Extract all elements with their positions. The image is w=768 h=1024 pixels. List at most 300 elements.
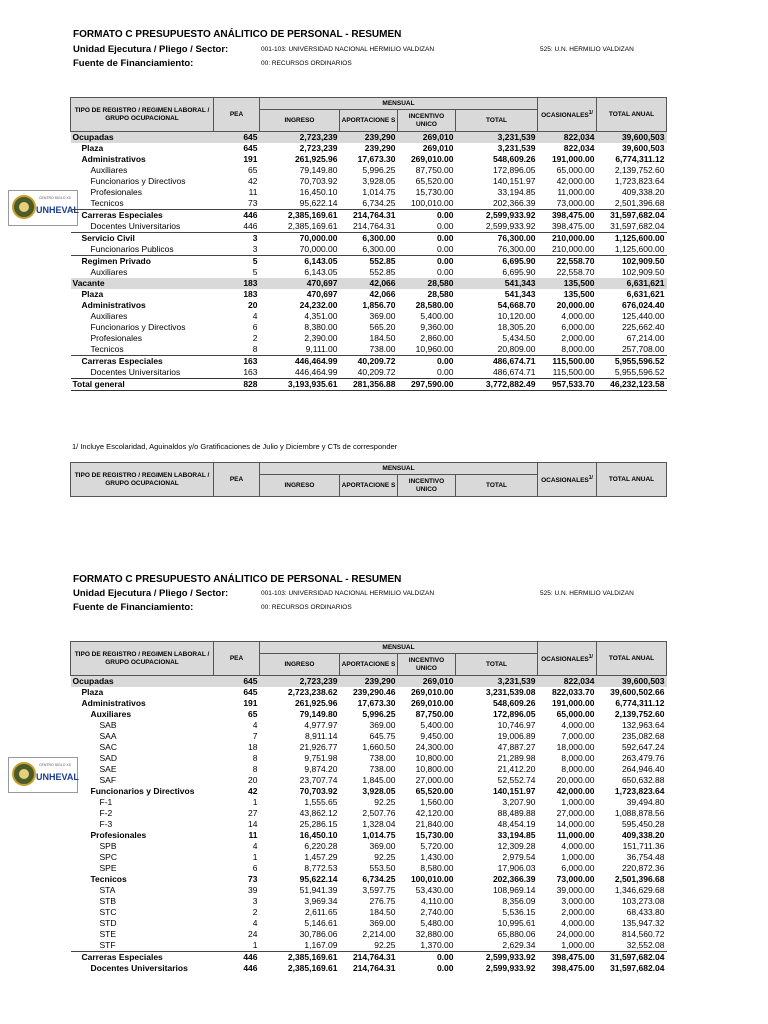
row-value: 2,390.00 [304, 333, 338, 343]
row-value: 11,000.00 [557, 187, 595, 197]
row-label: Profesionales [90, 333, 143, 343]
row-value: 369.00 [369, 720, 396, 730]
row-value: 738.00 [369, 753, 396, 763]
row-value: 738.00 [369, 764, 396, 774]
row-value: 261,925.96 [294, 698, 338, 708]
row-value: 8 [252, 764, 258, 774]
row-value: 17,673.30 [357, 154, 396, 164]
row-value: 3,207.90 [502, 797, 536, 807]
row-value: 3,231,539 [456, 132, 538, 144]
row-value: 92.25 [374, 940, 396, 950]
row-value: 132,963.64 [621, 720, 665, 730]
col-incentivo: INCENTIVO UNICO [398, 110, 456, 132]
row-value: 9,111.00 [305, 344, 338, 354]
row-label: Profesionales [90, 187, 143, 197]
row-value: 140,151.97 [492, 176, 536, 186]
row-value: 269,010.00 [410, 698, 454, 708]
row-value: 822,034 [538, 132, 597, 144]
row-value: 1,088,878.56 [614, 808, 665, 818]
unidad-label: Unidad Ejecutura / Pliego / Sector: [73, 588, 229, 599]
row-value: 3 [252, 896, 258, 906]
row-value: 2,723,238.62 [287, 687, 338, 697]
row-value: 1,856.70 [362, 300, 396, 310]
row-value: 184.50 [369, 907, 396, 917]
row-value: 28,580 [427, 289, 454, 299]
row-value: 592,647.24 [621, 742, 665, 752]
row-label: Tecnicos [90, 198, 124, 208]
col-tipo: TIPO DE REGISTRO / REGIMEN LABORAL / GRUPO OCUPACIONAL [71, 642, 214, 676]
row-label: Administrativos [81, 698, 146, 708]
table-row [71, 819, 667, 830]
row-value: 1,555.65 [304, 797, 338, 807]
row-value: 269,010.00 [410, 154, 454, 164]
col-ingreso: INGRESO [260, 110, 340, 132]
row-value: 191 [243, 698, 258, 708]
row-value: 0.00 [398, 356, 456, 368]
row-value: 2,501,396.68 [614, 874, 665, 884]
row-value: 2,723,239 [260, 132, 340, 144]
row-value: 135,500 [563, 289, 595, 299]
row-value: 65,520.00 [415, 786, 454, 796]
row-value: 12,309.28 [497, 841, 536, 851]
footnote: 1/ Incluye Escolaridad, Aguinaldos y/o Gratificaciones de Julio y Diciembre y CTs de corresponder [72, 442, 398, 451]
row-value: 47,887.27 [497, 742, 536, 752]
row-value: 22,558.70 [556, 267, 595, 277]
report-title: FORMATO C PRESUPUESTO ANÁLITICO DE PERSONAL - RESUMEN [73, 29, 402, 40]
table-row [71, 132, 667, 144]
university-logo: CENTRO SIGLO XX UNHEVAL [8, 757, 78, 793]
row-value: 6 [252, 863, 258, 873]
row-value: 163 [243, 367, 258, 377]
row-value: 4 [252, 720, 258, 730]
university-seal-icon [12, 762, 36, 786]
row-value: 409,338.20 [621, 830, 665, 840]
row-value: 4 [252, 841, 258, 851]
col-aportaciones: APORTACIONE S [340, 110, 398, 132]
table-row [71, 731, 667, 742]
row-value: 11 [248, 187, 258, 197]
table-row [71, 753, 667, 764]
row-value: 70,703.92 [299, 786, 338, 796]
col-aportaciones: APORTACIONE S [340, 475, 398, 497]
row-value: 6,774,311.12 [615, 698, 665, 708]
report-title: FORMATO C PRESUPUESTO ANÁLITICO DE PERSONAL - RESUMEN [73, 574, 402, 585]
row-value: 31,597,682.04 [610, 963, 665, 973]
table-row [71, 333, 667, 344]
row-value: 8,000.00 [561, 753, 595, 763]
row-value: 51,941.39 [299, 885, 338, 895]
row-value: 115,500.00 [538, 356, 597, 368]
row-value: 2,599,933.92 [456, 210, 538, 222]
row-value: 2,507.76 [362, 808, 396, 818]
row-value: 24,232.00 [299, 300, 338, 310]
row-value: 6,143.05 [260, 256, 340, 268]
row-value: 42,120.00 [415, 808, 454, 818]
table-row [71, 256, 667, 268]
table-row [71, 709, 667, 720]
row-value: 470,697 [260, 278, 340, 289]
row-value: 76,300.00 [456, 233, 538, 245]
row-value: 552.85 [340, 256, 398, 268]
row-label: STE [99, 929, 117, 939]
row-value: 202,366.39 [492, 874, 536, 884]
row-label: Ocupadas [71, 676, 214, 688]
row-value: 4,110.00 [421, 896, 454, 906]
row-value: 79,149.80 [299, 165, 338, 175]
row-value: 40,209.72 [357, 367, 396, 377]
row-value: 10,120.00 [497, 311, 536, 321]
row-value: 42 [248, 176, 258, 186]
row-label: SAF [99, 775, 117, 785]
col-tipo: TIPO DE REGISTRO / REGIMEN LABORAL / GRUPO OCUPACIONAL [71, 98, 214, 132]
row-value: 100,010.00 [410, 874, 454, 884]
row-value: 3,772,882.49 [456, 379, 538, 391]
row-label: Total general [71, 379, 214, 391]
row-value: 24 [248, 929, 258, 939]
row-value: 257,708.00 [621, 344, 665, 354]
row-value: 191 [243, 154, 258, 164]
row-value: 1,457.29 [304, 852, 338, 862]
row-label: Plaza [81, 289, 104, 299]
table-row [71, 830, 667, 841]
fuente-value: 00: RECURSOS ORDINARIOS [261, 60, 352, 67]
row-value: 2,139,752.60 [614, 165, 665, 175]
row-value: 2,214.00 [362, 929, 396, 939]
row-value: 2,000.00 [561, 333, 595, 343]
row-value: 0.00 [398, 952, 456, 964]
col-ocasionales: $OCASIONALES^{1/}$ [538, 642, 597, 676]
row-value: 39,600,503 [597, 676, 667, 688]
row-value: 1,328.04 [362, 819, 396, 829]
row-value: 15,730.00 [415, 187, 454, 197]
row-label: SPC [99, 852, 117, 862]
col-ingreso: INGRESO [260, 654, 340, 676]
col-ingreso: INGRESO [260, 475, 340, 497]
col-pea: PEA [214, 98, 260, 132]
row-value: 42,066 [369, 289, 396, 299]
row-value: 172,896.05 [492, 709, 536, 719]
row-value: 65,880.06 [497, 929, 536, 939]
col-ocasionales: $OCASIONALES^{1/}$ [538, 463, 597, 497]
table-row [71, 742, 667, 753]
row-label: STC [99, 907, 117, 917]
row-value: 30,786.06 [299, 929, 338, 939]
row-value: 214,764.31 [340, 210, 398, 222]
row-value: 5 [252, 267, 258, 277]
row-value: 5,955,596.52 [597, 356, 667, 368]
table-row [71, 775, 667, 786]
row-value: 398,475.00 [551, 221, 595, 231]
row-value: 6,220.28 [304, 841, 338, 851]
row-value: 14,000.00 [556, 819, 595, 829]
row-value: 2,385,169.61 [260, 210, 340, 222]
row-value: 31,597,682.04 [597, 210, 667, 222]
row-value: 0.00 [436, 367, 454, 377]
row-value: 220,872.36 [621, 863, 665, 873]
row-value: 4,351.00 [304, 311, 338, 321]
row-value: 20,809.00 [497, 344, 536, 354]
row-value: 398,475.00 [551, 963, 595, 973]
row-label: Plaza [81, 143, 104, 153]
row-value: 1,430.00 [420, 852, 454, 862]
row-value: 6,000.00 [561, 322, 595, 332]
row-value: 87,750.00 [415, 709, 454, 719]
table-row [71, 289, 667, 300]
row-value: 446 [243, 963, 258, 973]
row-value: 225,662.40 [621, 322, 665, 332]
row-value: 73 [248, 874, 258, 884]
row-value: 76,300.00 [497, 244, 536, 254]
row-value: 822,033.70 [551, 687, 595, 697]
row-value: 88,489.88 [497, 808, 536, 818]
row-value: 269,010 [422, 143, 454, 153]
row-label: SAC [99, 742, 117, 752]
unidad-value: 001-103: UNIVERSIDAD NACIONAL HERMILIO VALDIZAN [261, 46, 435, 53]
row-value: 2,979.54 [502, 852, 536, 862]
row-value: 548,609.26 [492, 154, 536, 164]
row-value: 2,629.34 [502, 940, 536, 950]
row-value: 446 [214, 210, 260, 222]
table-row [71, 698, 667, 709]
row-value: 52,552.74 [497, 775, 536, 785]
row-label: Funcionarios y Directivos [90, 786, 195, 796]
col-tipo: TIPO DE REGISTRO / REGIMEN LABORAL / GRUPO OCUPACIONAL [71, 463, 214, 497]
row-value: 239,290 [340, 132, 398, 144]
row-value: 1 [252, 797, 258, 807]
row-value: 214,764.31 [352, 221, 396, 231]
row-value: 53,430.00 [415, 885, 454, 895]
row-label: SPE [99, 863, 117, 873]
row-value: 115,500.00 [552, 367, 595, 377]
row-value: 25,286.15 [299, 819, 338, 829]
table-row [71, 808, 667, 819]
row-value: 10,995.61 [497, 918, 536, 928]
row-value: 0.00 [398, 210, 456, 222]
row-value: 31,597,682.04 [597, 952, 667, 964]
row-value: 9,751.98 [304, 753, 338, 763]
row-value: 140,151.97 [492, 786, 536, 796]
row-value: 10,746.97 [497, 720, 536, 730]
table-row [71, 187, 667, 198]
row-value: 645 [214, 132, 260, 144]
row-value: 32,552.08 [626, 940, 665, 950]
row-value: 102,909.50 [621, 267, 665, 277]
summary-table [70, 97, 667, 391]
row-value: 0.00 [436, 267, 454, 277]
row-label: SAB [99, 720, 117, 730]
row-value: 11 [248, 830, 258, 840]
row-value: 7 [252, 731, 258, 741]
row-value: 21,289.98 [497, 753, 536, 763]
row-value: 1,346,629.68 [614, 885, 665, 895]
row-value: 10,800.00 [415, 764, 454, 774]
row-value: 9,360.00 [420, 322, 454, 332]
row-value: 650,632.88 [621, 775, 665, 785]
row-label: SPB [99, 841, 117, 851]
row-value: 2,599,933.92 [485, 221, 536, 231]
row-value: 5,146.61 [304, 918, 338, 928]
row-value: 1,723,823.64 [614, 786, 665, 796]
col-total-anual: TOTAL ANUAL [597, 463, 667, 497]
row-value: 172,896.05 [492, 165, 536, 175]
row-value: 239,290 [364, 143, 396, 153]
row-value: 645 [243, 687, 258, 697]
row-value: 6 [252, 322, 258, 332]
row-value: 24,000.00 [556, 929, 595, 939]
col-pea: PEA [214, 642, 260, 676]
row-value: 239,290.46 [352, 687, 396, 697]
row-value: 33,194.85 [497, 187, 536, 197]
row-value: 214,764.31 [340, 952, 398, 964]
col-mensual: MENSUAL [260, 642, 538, 654]
col-pea: PEA [214, 463, 260, 497]
row-value: 6,300.00 [362, 244, 396, 254]
row-label: Auxiliares [90, 709, 132, 719]
row-value: 4,000.00 [561, 311, 595, 321]
row-value: 6,774,311.12 [615, 154, 665, 164]
row-value: 0.00 [398, 256, 456, 268]
row-value: 264,946.40 [621, 764, 665, 774]
row-label: Tecnicos [90, 344, 124, 354]
row-value: 95,622.14 [299, 874, 338, 884]
row-value: 103,273.08 [621, 896, 665, 906]
table-row [71, 221, 667, 233]
table-row [71, 367, 667, 379]
row-value: 210,000.00 [538, 233, 597, 245]
row-value: 17,673.30 [357, 698, 396, 708]
row-label: STB [99, 896, 117, 906]
row-value: 65,520.00 [415, 176, 454, 186]
row-value: 552.85 [369, 267, 396, 277]
row-value: 28,580 [398, 278, 456, 289]
row-value: 2,385,169.61 [260, 952, 340, 964]
row-value: 3,000.00 [561, 896, 595, 906]
row-label: Carreras Especiales [71, 952, 214, 964]
row-value: 281,356.88 [340, 379, 398, 391]
row-value: 18 [248, 742, 258, 752]
row-label: STD [99, 918, 117, 928]
row-value: 183 [243, 289, 258, 299]
row-value: 1 [252, 940, 258, 950]
row-value: 2,139,752.60 [614, 709, 665, 719]
table-row [71, 963, 667, 974]
row-value: 446,464.99 [260, 356, 340, 368]
row-value: 42 [248, 786, 258, 796]
row-value: 1,125,600.00 [597, 233, 667, 245]
row-value: 2,000.00 [561, 907, 595, 917]
row-value: 2 [252, 907, 258, 917]
row-value: 261,925.96 [294, 154, 338, 164]
row-value: 269,010 [398, 676, 456, 688]
row-value: 4 [252, 311, 258, 321]
row-value: 446,464.99 [294, 367, 338, 377]
row-value: 8,000.00 [561, 764, 595, 774]
table-row [71, 198, 667, 210]
row-value: 102,909.50 [597, 256, 667, 268]
row-value: 8,380.00 [304, 322, 338, 332]
table-row [71, 356, 667, 368]
row-value: 3 [252, 244, 258, 254]
row-value: 7,000.00 [561, 731, 595, 741]
row-value: 541,343 [456, 278, 538, 289]
row-value: 95,622.14 [299, 198, 338, 208]
row-value: 68,433.80 [626, 907, 665, 917]
row-value: 822,034 [538, 676, 597, 688]
table-row [71, 841, 667, 852]
row-value: 210,000.00 [551, 244, 595, 254]
row-label: Auxiliares [90, 267, 128, 277]
row-value: 409,338.20 [621, 187, 665, 197]
table-row [71, 918, 667, 929]
row-value: 5,996.25 [362, 709, 396, 719]
row-value: 5,720.00 [420, 841, 454, 851]
row-value: 3,193,935.61 [260, 379, 340, 391]
row-value: 20 [248, 300, 258, 310]
row-value: 3,597.75 [362, 885, 396, 895]
row-label: SAD [99, 753, 117, 763]
table-row [71, 210, 667, 222]
row-label: Docentes Universitarios [90, 367, 181, 377]
row-value: 70,000.00 [260, 233, 340, 245]
row-value: 470,697 [306, 289, 338, 299]
table-row [71, 379, 667, 391]
table-row [71, 852, 667, 863]
row-label: F-3 [99, 819, 113, 829]
row-value: 486,674.71 [456, 356, 538, 368]
table-row [71, 952, 667, 964]
row-value: 65 [248, 165, 258, 175]
row-value: 5,400.00 [420, 311, 454, 321]
col-total-anual: TOTAL ANUAL [597, 642, 667, 676]
row-value: 0.00 [436, 221, 454, 231]
row-value: 369.00 [369, 311, 396, 321]
table-row [71, 311, 667, 322]
row-value: 3,231,539 [497, 143, 536, 153]
row-value: 22,558.70 [538, 256, 597, 268]
col-incentivo: INCENTIVO UNICO [398, 654, 456, 676]
row-value: 48,454.19 [497, 819, 536, 829]
row-label: Carreras Especiales [71, 356, 214, 368]
row-label: Ocupadas [71, 132, 214, 144]
row-value: 738.00 [369, 344, 396, 354]
row-value: 9,874.20 [304, 764, 338, 774]
row-label: Docentes Universitarios [90, 221, 181, 231]
row-value: 40,209.72 [340, 356, 398, 368]
row-value: 1,370.00 [420, 940, 454, 950]
row-value: 108,969.14 [492, 885, 536, 895]
row-value: 5,434.50 [502, 333, 536, 343]
row-value: 645.75 [369, 731, 396, 741]
table-row [71, 863, 667, 874]
row-value: 73 [248, 198, 258, 208]
row-value: 1,000.00 [561, 852, 595, 862]
col-mensual: MENSUAL [260, 463, 538, 475]
row-label: Auxiliares [90, 311, 128, 321]
row-value: 135,947.32 [621, 918, 665, 928]
row-value: 20,000.00 [556, 300, 595, 310]
unidad-label: Unidad Ejecutura / Pliego / Sector: [73, 44, 229, 55]
row-value: 4,000.00 [561, 918, 595, 928]
row-value: 2,723,239 [299, 143, 338, 153]
table-row [71, 940, 667, 952]
row-value: 36,754.48 [626, 852, 665, 862]
row-value: 4 [252, 918, 258, 928]
logo-text: UNHEVAL [36, 205, 79, 215]
row-value: 79,149.80 [299, 709, 338, 719]
row-label: Carreras Especiales [71, 210, 214, 222]
row-label: Administrativos [81, 154, 146, 164]
fuente-label: Fuente de Financiamiento: [73, 58, 194, 69]
